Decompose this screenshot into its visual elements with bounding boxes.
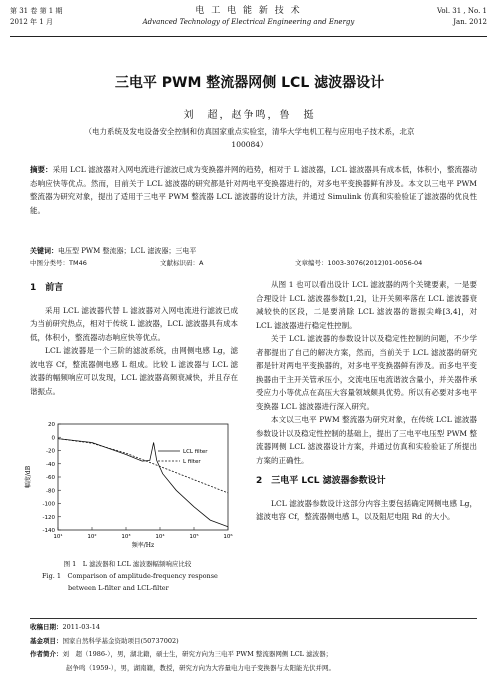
y-tick-label: -140 bbox=[42, 528, 55, 534]
figure-caption-en: Fig. 1 Comparison of amplitude-frequency response bbox=[42, 572, 218, 580]
legend-label: L filter bbox=[183, 459, 201, 465]
paragraph: 本文以三电平 PWM 整流器为研究对象，在传统 LCL 滤波器参数设计以及稳定性控制的基础上，提出了三电平电压型 PWM 整流器网侧 LCL 滤波器设计方案，并通过仿真和实验验证了所提出方案的正确性。 bbox=[256, 415, 477, 465]
x-tick-label: 10¹ bbox=[53, 534, 63, 540]
footnotes bbox=[30, 618, 477, 675]
x-tick-label: 10⁴ bbox=[155, 534, 165, 540]
paragraph: 采用 LCL 滤波器代替 L 滤波器对入网电流进行滤波已成为当前研究热点，相对于传统 L 滤波器，LCL 滤波器具有成本低，体积小，整流器动态响应快等优点。 bbox=[30, 305, 238, 342]
footnote-fund: 基金项目：国家自然科学基金资助项目(50737002) bbox=[30, 636, 179, 645]
authors: 刘 超，赵争鸣，鲁 挺 bbox=[183, 110, 316, 121]
footnote-received: 收稿日期：2011-03-14 bbox=[30, 623, 100, 631]
y-tick-label: -20 bbox=[46, 448, 55, 455]
section-2-title: 2 三电平 LCL 滤波器参数设计 bbox=[256, 476, 386, 486]
page-header bbox=[10, 6, 487, 37]
figure-caption-cn: 图 1 L 滤波器和 LCL 滤波器幅频响应比较 bbox=[63, 560, 192, 568]
footnote-author-2: 赵争鸣（1959-），男，湖南籍，教授，研究方向为大容量电力电子变换器与太阳能光伏并网。 bbox=[66, 663, 335, 672]
paragraph: 关于 LCL 滤波器的参数设计以及稳定性控制的问题，不少学者都提出了自己的解决方案，然而，当前关于 LCL 滤波器的研究都是针对两电平变换器的，对多电平变换器鲜有涉及。而多电平变换器由于主开关管承压小，交流电压电流谐波含量小，并关器件承受应力小等优点在高压大容量领域颇具优势。所以有必要对多电平变换器 LCL 滤波器进行深入研究。 bbox=[256, 334, 477, 411]
x-tick-label: 10⁵ bbox=[189, 534, 199, 540]
abstract-label: 摘要： bbox=[30, 165, 53, 174]
y-tick-label: 0 bbox=[51, 435, 55, 442]
right-column bbox=[256, 278, 477, 524]
clc-number: 中图分类号：TM46 bbox=[30, 259, 87, 267]
left-column bbox=[30, 278, 238, 398]
footnote-author: 作者简介：刘 超（1986-），男，湖北籍，硕士生，研究方向为三电平 PWM 整流器网侧 LCL 滤波器； bbox=[30, 650, 333, 658]
y-tick-label: 20 bbox=[48, 422, 55, 428]
y-tick-label: -120 bbox=[42, 514, 55, 521]
keywords bbox=[30, 245, 477, 257]
date-en: Jan. 2012 bbox=[453, 18, 487, 26]
y-tick-label: -40 bbox=[46, 461, 55, 468]
paragraph: LCL 滤波器是一个三阶的滤波系统，由网侧电感 Lg，滤波电容 Cf，整流器侧电感 L 组成。比较 L 滤波器与 LCL 滤波器的幅频响应可以发现，LCL 滤波器高频衰减快，并且存在谐振点。 bbox=[30, 346, 238, 396]
y-tick-label: -100 bbox=[42, 501, 55, 508]
keywords-text: 电压型 PWM 整流器；LCL 滤波器；三电平 bbox=[58, 247, 197, 255]
paper-title: 三电平 PWM 整流器网侧 LCL 滤波器设计 bbox=[114, 75, 385, 91]
series-line-l-filter bbox=[58, 439, 228, 493]
header-right bbox=[437, 6, 487, 28]
date-cn: 2012 年 1 月 bbox=[10, 18, 53, 26]
section-1-title: 1 前言 bbox=[30, 283, 64, 293]
paragraph: 从图 1 也可以看出设计 LCL 滤波器的两个关键要素，一是要合理设计 LCL 滤波器参数[1,2]，让开关频率落在 LCL 滤波器衰减较快的区段，二是要消除 LCL 滤波器的谐振尖峰[3,4]，对 LCL 滤波器进行稳定性控制。 bbox=[256, 280, 477, 330]
abstract bbox=[30, 163, 477, 217]
x-tick-label: 10³ bbox=[121, 534, 131, 540]
keywords-label: 关键词： bbox=[30, 246, 58, 255]
y-axis-label: 幅度/dB bbox=[25, 465, 32, 489]
x-tick-label: 10⁶ bbox=[223, 534, 233, 540]
journal-name-en: Advanced Technology of Electrical Engineering and Energy bbox=[142, 18, 355, 26]
x-tick-label: 10² bbox=[87, 534, 97, 540]
journal-name-cn: 电 工 电 能 新 技 术 bbox=[195, 6, 302, 16]
y-tick-label: -60 bbox=[46, 475, 55, 481]
doc-code: 文献标识码：A bbox=[160, 259, 204, 267]
header-center bbox=[10, 6, 487, 28]
volume-cn: 第 31 卷 第 1 期 bbox=[10, 7, 63, 15]
abstract-text: 采用 LCL 滤波器对入网电流进行滤波已成为变换器并网的趋势，相对于 L 滤波器，LCL 滤波器具有成本低，体积小，整流器动态响应快等优点。然而，目前关于 LCL 滤波器的研究都是针对两电平变换器进行的，对多电平变换器鲜有涉及。本文以三电平 PWM 整流器为研究对象，提出了适用于三电平 PWM 整流器 LCL 滤波器的设计方法，并通过 Simulink 仿真和实验验证了滤波器的优良性能。 bbox=[30, 165, 478, 215]
volume-en: Vol. 31 , No. 1 bbox=[436, 7, 487, 15]
x-axis-label: 频率/Hz bbox=[131, 542, 155, 549]
figure-caption bbox=[20, 558, 235, 594]
y-tick-label: -80 bbox=[46, 488, 55, 495]
amplitude-frequency-chart bbox=[20, 418, 238, 554]
article-number: 文章编号：1003-3076(2012)01-0056-04 bbox=[295, 259, 423, 267]
legend-label: LCL filter bbox=[183, 449, 208, 455]
figure-caption-en-2: between L-filter and LCL-filter bbox=[68, 584, 169, 592]
affiliation: （电力系统及发电设备安全控制和仿真国家重点实验室，清华大学电机工程与应用电子技术系，北京 100084） bbox=[84, 127, 415, 149]
paragraph: LCL 滤波器参数设计这部分内容主要包括确定网侧电感 Lg，滤波电容 Cf，整流器侧电感 L，以及阻尼电阻 Rd 的大小。 bbox=[256, 498, 477, 521]
